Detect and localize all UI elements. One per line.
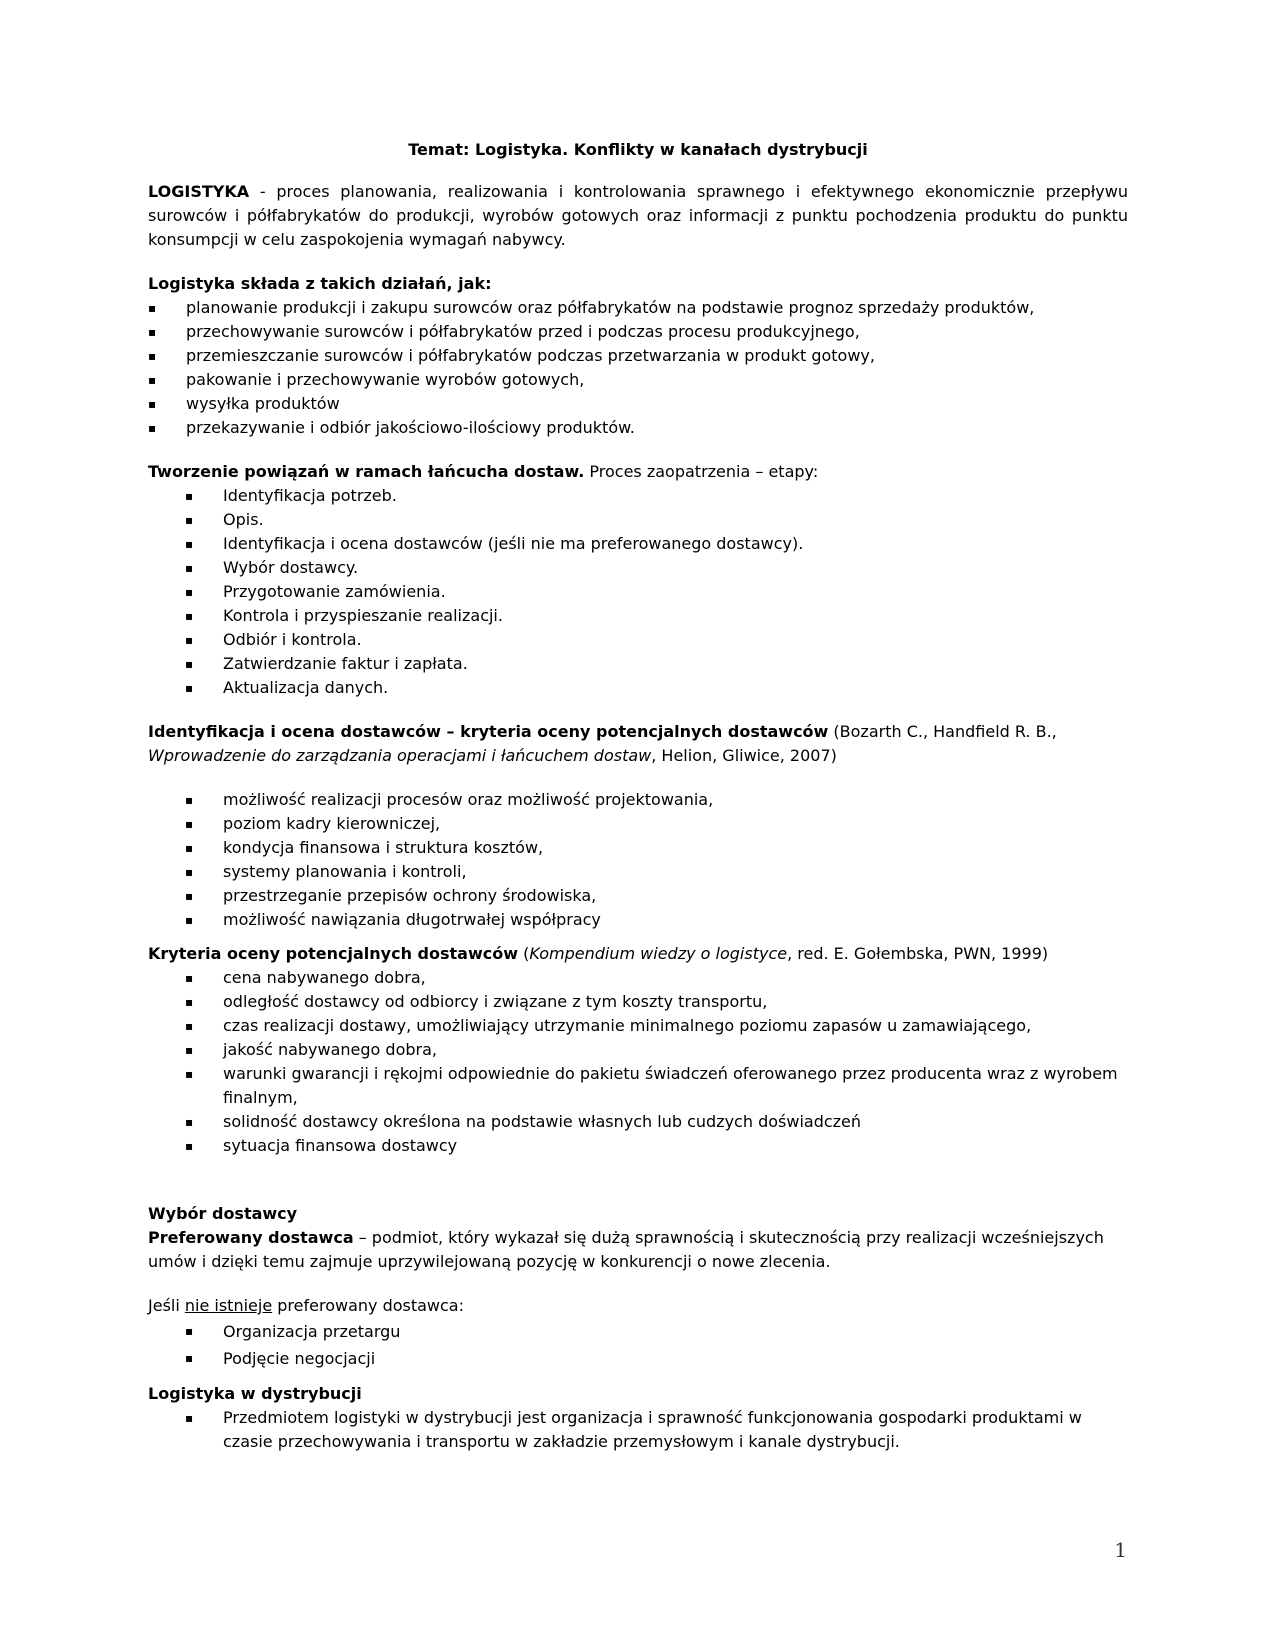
page-number: 1 (1114, 1538, 1127, 1562)
distribution-heading: Logistyka w dystrybucji (148, 1384, 362, 1403)
list-item: ▪ przekazywanie i odbiór jakościowo-ilościowy produktów. (148, 416, 1128, 440)
activities-heading: Logistyka składa z takich działań, jak: (148, 274, 492, 293)
list-item: ▪ warunki gwarancji i rękojmi odpowiednie do pakietu świadczeń oferowanego przez producenta wraz z wyrobem finalnym, (148, 1062, 1128, 1110)
list-item: ▪ Opis. (148, 508, 1128, 532)
list-item: ▪ przestrzeganie przepisów ochrony środowiska, (148, 884, 1128, 908)
list-item: ▪ możliwość realizacji procesów oraz możliwość projektowania, (148, 788, 1128, 812)
logistics-definition (148, 180, 1128, 252)
list-item: ▪ Przygotowanie zamówienia. (148, 580, 1128, 604)
citation-title: Kompendium wiedzy o logistyce (529, 944, 788, 963)
list-item: ▪ pakowanie i przechowywanie wyrobów gotowych, (148, 368, 1128, 392)
list-item: ▪ poziom kadry kierowniczej, (148, 812, 1128, 836)
logistics-term: LOGISTYKA (148, 182, 250, 201)
distribution-list (148, 1406, 1128, 1454)
criteria-list (148, 966, 1128, 1158)
document-page (148, 138, 1128, 1454)
activities-list (148, 296, 1128, 440)
list-item: ▪ Podjęcie negocjacji (148, 1345, 1128, 1372)
logistics-definition-text: - proces planowania, realizowania i kontrolowania sprawnego i efektywnego ekonomicznie przepływu surowców i półfabrykatów do produkcji, wyrobów gotowych oraz informacji z punktu pochodzenia produktu do punktu konsumpcji w celu zaspokojenia wymagań nabywcy. (148, 182, 1128, 249)
list-item: ▪ przechowywanie surowców i półfabrykatów przed i podczas procesu produkcyjnego, (148, 320, 1128, 344)
list-item: ▪ planowanie produkcji i zakupu surowców oraz półfabrykatów na podstawie prognoz sprzedaży produktów, (148, 296, 1128, 320)
preferred-supplier-definition: Preferowany dostawca – podmiot, który wykazał się dużą sprawnością i skutecznością przy realizacji wcześniejszych umów i dzięki temu zajmuje uprzywilejowaną pozycję w konkurencji o nowe zlecenia. (148, 1228, 1104, 1271)
list-item: ▪ systemy planowania i kontroli, (148, 860, 1128, 884)
criteria-heading: Kryteria oceny potencjalnych dostawców (Kompendium wiedzy o logistyce, red. E. Gołembska, PWN, 1999) (148, 944, 1049, 963)
list-item: ▪ Przedmiotem logistyki w dystrybucji jest organizacja i sprawność funkcjonowania gospodarki produktami w czasie przechowywania i transportu w zakładzie przemysłowym i kanale dystrybucji. (148, 1406, 1128, 1454)
list-item: ▪ Organizacja przetargu (148, 1318, 1128, 1345)
list-item: ▪ odległość dostawcy od odbiorcy i związane z tym koszty transportu, (148, 990, 1128, 1014)
list-item: ▪ wysyłka produktów (148, 392, 1128, 416)
list-item: ▪ kondycja finansowa i struktura kosztów, (148, 836, 1128, 860)
list-item: ▪ Identyfikacja i ocena dostawców (jeśli nie ma preferowanego dostawcy). (148, 532, 1128, 556)
list-item: ▪ cena nabywanego dobra, (148, 966, 1128, 990)
list-item: ▪ czas realizacji dostawy, umożliwiający utrzymanie minimalnego poziomu zapasów u zamawiającego, (148, 1014, 1128, 1038)
list-item: ▪ możliwość nawiązania długotrwałej współpracy (148, 908, 1128, 932)
no-preferred-list (148, 1318, 1128, 1372)
list-item: ▪ solidność dostawcy określona na podstawie własnych lub cudzych doświadczeń (148, 1110, 1128, 1134)
list-item: ▪ przemieszczanie surowców i półfabrykatów podczas przetwarzania w produkt gotowy, (148, 344, 1128, 368)
list-item: ▪ Kontrola i przyspieszanie realizacji. (148, 604, 1128, 628)
list-item: ▪ Zatwierdzanie faktur i zapłata. (148, 652, 1128, 676)
list-item: ▪ sytuacja finansowa dostawcy (148, 1134, 1128, 1158)
supplier-eval-heading: Identyfikacja i ocena dostawców – kryteria oceny potencjalnych dostawców (Bozarth C., Handfield R. B., Wprowadzenie do zarządzania operacjami i łańcuchem dostaw, Helion, Gliwice, 2007) (148, 722, 1057, 765)
list-item: ▪ Identyfikacja potrzeb. (148, 484, 1128, 508)
list-item: ▪ jakość nabywanego dobra, (148, 1038, 1128, 1062)
supply-chain-heading: Tworzenie powiązań w ramach łańcucha dostaw. Proces zaopatrzenia – etapy: (148, 462, 819, 481)
list-item: ▪ Odbiór i kontrola. (148, 628, 1128, 652)
supply-chain-list (148, 484, 1128, 700)
page-title: Temat: Logistyka. Konflikty w kanałach dystrybucji (408, 140, 868, 159)
supplier-choice-heading: Wybór dostawcy (148, 1204, 298, 1223)
list-item: ▪ Wybór dostawcy. (148, 556, 1128, 580)
supplier-eval-list (148, 788, 1128, 932)
citation-title: Wprowadzenie do zarządzania operacjami i łańcuchem dostaw (148, 746, 652, 765)
no-preferred-intro: Jeśli nie istnieje preferowany dostawca: (148, 1296, 464, 1315)
list-item: ▪ Aktualizacja danych. (148, 676, 1128, 700)
